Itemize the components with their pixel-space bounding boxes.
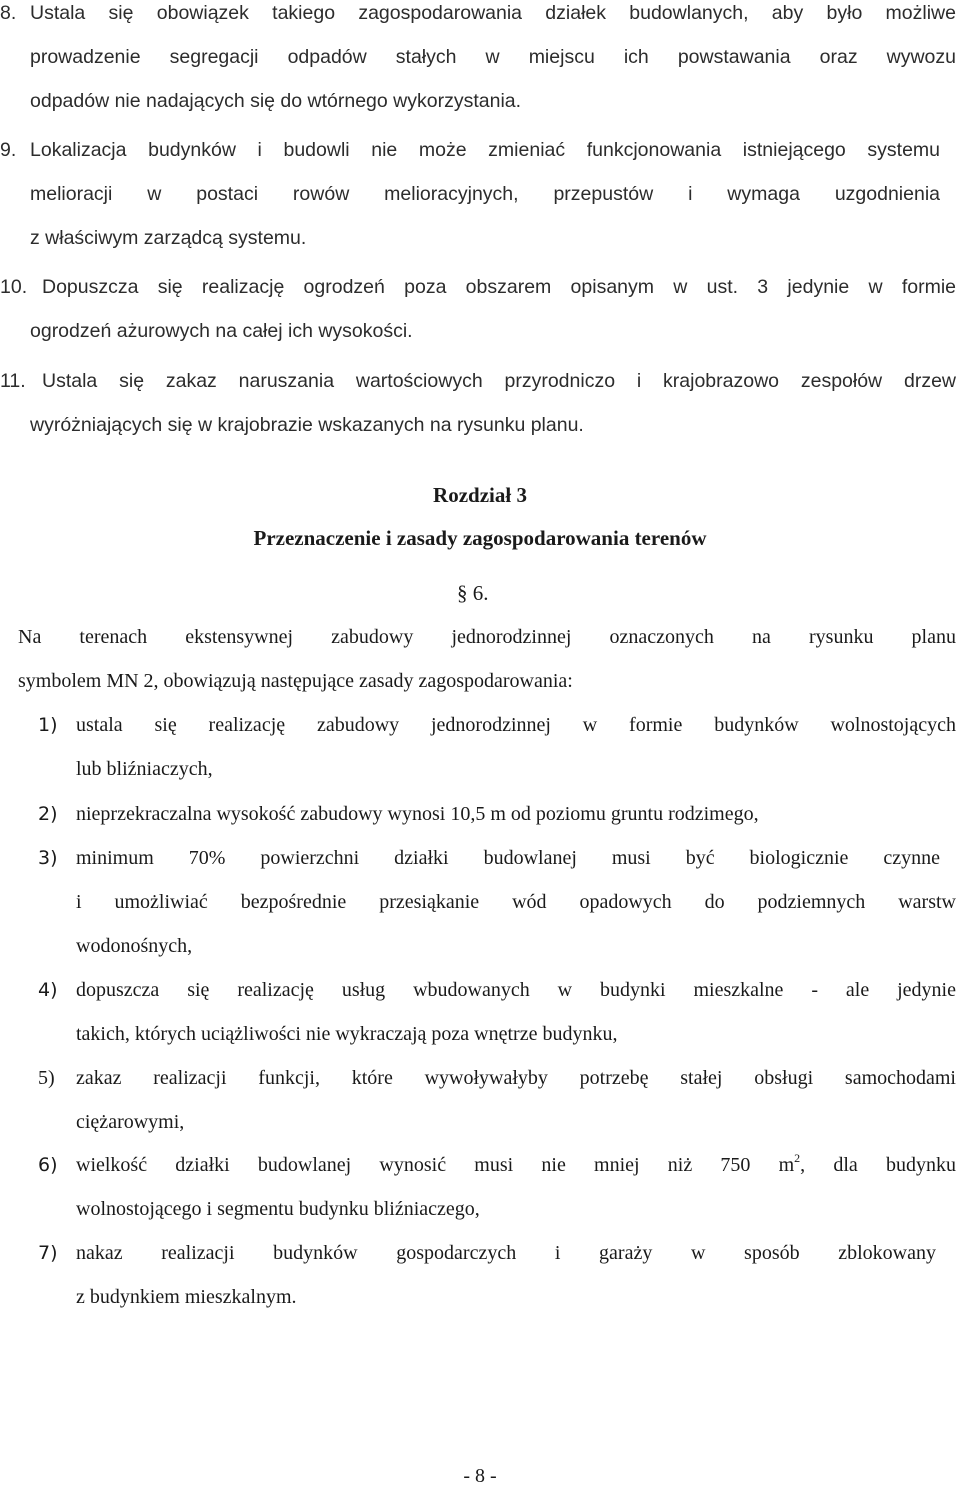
list-item-2: [38, 792, 956, 836]
page-number: - 8 -: [463, 1465, 497, 1487]
list-line: z budynkiem mieszkalnym.: [76, 1286, 297, 1308]
list-line: minimum 70% powierzchni działki budowlanej musi być biologicznie czynne: [76, 847, 940, 869]
list-line: zakaz realizacji funkcji, które wywoływałyby potrzebę stałej obsługi samochodami: [76, 1067, 956, 1089]
list-number: 7): [38, 1242, 58, 1264]
list-line: takich, których uciążliwości nie wykraczają poza wnętrze budynku,: [76, 1023, 618, 1045]
list-line: ciężarowymi,: [76, 1111, 185, 1133]
paragraph-line: Ustala się obowiązek takiego zagospodarowania działek budowlanych, aby było możliwe: [30, 2, 956, 24]
list-text: [76, 836, 956, 968]
paragraph-item-9: [0, 128, 940, 260]
list-number: 3): [38, 847, 58, 869]
paragraph-item-11: [0, 359, 956, 447]
list-number: 2): [38, 803, 58, 825]
paragraph-line: ogrodzeń ażurowych na całej ich wysokości.: [30, 320, 413, 342]
list-line: dopuszcza się realizację usług wbudowanych w budynki mieszkalne - ale jedynie: [76, 979, 956, 1001]
list-line-part: , dla budynku: [800, 1154, 957, 1176]
list-line-part: wielkość działki budowlanej wynosić musi nie mniej niż 750 m: [76, 1154, 795, 1176]
item-number: 8.: [0, 2, 17, 24]
chapter-title: Rozdział 3: [433, 483, 527, 507]
list-item-3: [38, 836, 956, 968]
superscript: 2: [794, 1151, 801, 1165]
list-line: [76, 1143, 956, 1187]
section-sign: § 6.: [457, 581, 489, 605]
list-text: [76, 792, 956, 836]
paragraph-line: prowadzenie segregacji odpadów stałych w miejscu ich powstawania oraz wywozu: [30, 46, 956, 68]
list-text: [76, 1231, 956, 1319]
list-text: [76, 703, 956, 791]
section-intro: [18, 615, 956, 703]
paragraph-line: Dopuszcza się realizację ogrodzeń poza obszarem opisanym w ust. 3 jedynie w formie: [42, 276, 956, 298]
list-number: 6): [38, 1154, 58, 1176]
list-text: [76, 968, 956, 1056]
list-number: 5): [38, 1067, 55, 1089]
item-number: 10.: [0, 276, 28, 298]
list-line: wolnostojącego i segmentu budynku bliźniaczego,: [76, 1198, 480, 1220]
paragraph-line: Na terenach ekstensywnej zabudowy jednorodzinnej oznaczonych na rysunku planu: [18, 626, 956, 648]
list-number: 1): [38, 714, 58, 736]
paragraph-line: symbolem MN 2, obowiązują następujące zasady zagospodarowania:: [18, 670, 573, 692]
list-item-5: [38, 1056, 956, 1144]
list-number: 4): [38, 979, 58, 1001]
list-item-7: [38, 1231, 956, 1319]
list-line: lub bliźniaczych,: [76, 758, 213, 780]
list-line: nieprzekraczalna wysokość zabudowy wynosi 10,5 m od poziomu gruntu rodzimego,: [76, 803, 759, 825]
paragraph-line: Lokalizacja budynków i budowli nie może zmieniać funkcjonowania istniejącego systemu: [30, 139, 940, 161]
item-number: 9.: [0, 139, 17, 161]
list-line: nakaz realizacji budynków gospodarczych i garaży w sposób zblokowany: [76, 1242, 936, 1264]
chapter-subtitle: Przeznaczenie i zasady zagospodarowania terenów: [253, 526, 707, 550]
list-text: [76, 1143, 956, 1231]
paragraph-line: Ustala się zakaz naruszania wartościowych przyrodniczo i krajobrazowo zespołów drzew: [42, 370, 956, 392]
list-item-6: [38, 1143, 956, 1231]
list-item-1: [38, 703, 956, 791]
list-item-4: [38, 968, 956, 1056]
list-line: wodonośnych,: [76, 935, 193, 957]
paragraph-line: odpadów nie nadających się do wtórnego wykorzystania.: [30, 90, 522, 112]
paragraph-line: wyróżniających się w krajobrazie wskazanych na rysunku planu.: [30, 414, 584, 436]
paragraph-item-8: [0, 0, 956, 123]
item-number: 11.: [0, 370, 26, 392]
paragraph-item-10: [0, 265, 956, 353]
paragraph-line: z właściwym zarządcą systemu.: [30, 227, 307, 249]
paragraph-line: melioracji w postaci rowów melioracyjnych, przepustów i wymaga uzgodnienia: [30, 183, 940, 205]
list-line: ustala się realizację zabudowy jednorodzinnej w formie budynków wolnostojących: [76, 714, 956, 736]
list-text: [76, 1056, 956, 1144]
list-line: i umożliwiać bezpośrednie przesiąkanie wód opadowych do podziemnych warstw: [76, 891, 956, 913]
